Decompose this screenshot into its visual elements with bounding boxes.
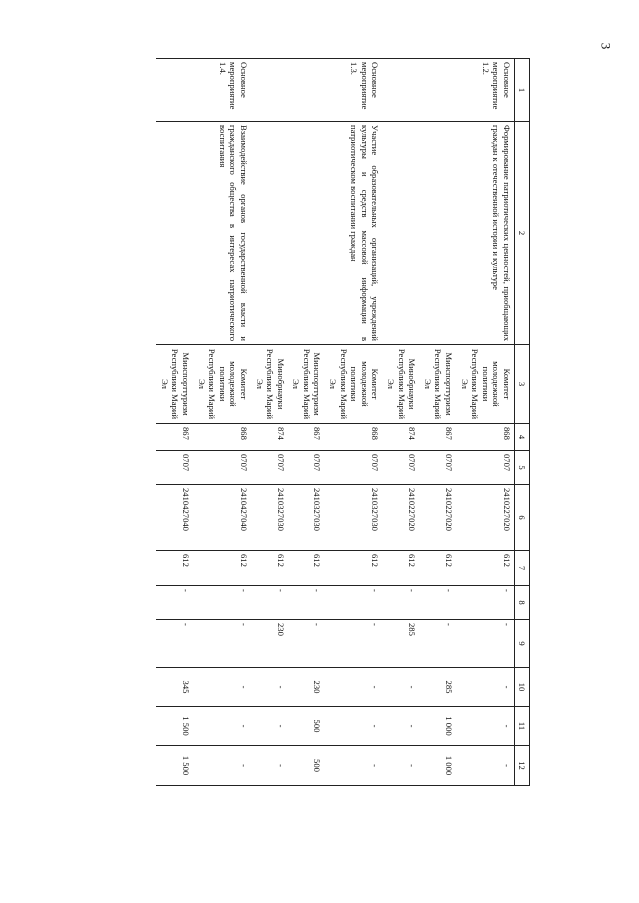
header-cell: 2	[515, 122, 530, 345]
value-col-9: -	[156, 620, 193, 668]
table-row	[288, 59, 325, 786]
grbs-code: 867	[419, 424, 456, 451]
value-col-12: -	[251, 746, 288, 786]
budget-table	[156, 58, 530, 786]
target-article-code: 2410227020	[419, 485, 456, 551]
value-col-12: -	[325, 746, 383, 786]
expense-type-code: 612	[382, 551, 419, 586]
table-body	[156, 59, 514, 786]
value-col-11: -	[456, 707, 514, 746]
row-description	[288, 122, 325, 345]
expense-type-code: 612	[325, 551, 383, 586]
value-col-8: -	[288, 586, 325, 620]
value-col-12: 1 000	[419, 746, 456, 786]
page-number: 3	[598, 42, 614, 50]
value-col-10: -	[325, 668, 383, 707]
row-description	[156, 122, 193, 345]
table-row	[382, 59, 419, 786]
row-label: Основное мероприятие 1.2.	[456, 59, 514, 122]
value-col-8: -	[382, 586, 419, 620]
header-cell: 5	[515, 451, 530, 485]
row-description: Участие образовательных организаций, учреждений культуры и средств массовой информации в патриотическом воспитании граждан	[325, 122, 383, 345]
grbs-code: 867	[288, 424, 325, 451]
grbs-code: 874	[251, 424, 288, 451]
value-col-10: 230	[288, 668, 325, 707]
value-col-10: 285	[419, 668, 456, 707]
value-col-11: -	[325, 707, 383, 746]
table-row	[456, 59, 514, 786]
table-row	[193, 59, 251, 786]
row-label	[156, 59, 193, 122]
header-row	[515, 59, 530, 786]
value-col-11: -	[382, 707, 419, 746]
responsible-organization: Минспорттуризм Республики Марий Эл	[288, 345, 325, 424]
grbs-code: 868	[325, 424, 383, 451]
target-article-code: 2410327030	[325, 485, 383, 551]
responsible-organization: Комитет молодежной политики Республики Марий Эл	[456, 345, 514, 424]
section-code: 0707	[456, 451, 514, 485]
value-col-8: -	[456, 586, 514, 620]
value-col-8: -	[193, 586, 251, 620]
row-description	[382, 122, 419, 345]
value-col-9: -	[325, 620, 383, 668]
grbs-code: 874	[382, 424, 419, 451]
header-cell: 7	[515, 551, 530, 586]
responsible-organization: Минобрнауки Республики Марий Эл	[251, 345, 288, 424]
header-cell: 11	[515, 707, 530, 746]
value-col-9: -	[419, 620, 456, 668]
expense-type-code: 612	[251, 551, 288, 586]
value-col-12: 1 500	[156, 746, 193, 786]
value-col-8: -	[325, 586, 383, 620]
responsible-organization: Минспорттуризм Республики Марий Эл	[419, 345, 456, 424]
value-col-8: -	[251, 586, 288, 620]
value-col-12: -	[193, 746, 251, 786]
target-article-code: 2410227020	[382, 485, 419, 551]
value-col-9: 230	[251, 620, 288, 668]
table-row	[419, 59, 456, 786]
value-col-11: 1 500	[156, 707, 193, 746]
section-code: 0707	[156, 451, 193, 485]
grbs-code: 868	[456, 424, 514, 451]
row-label	[419, 59, 456, 122]
section-code: 0707	[288, 451, 325, 485]
row-description	[251, 122, 288, 345]
expense-type-code: 612	[288, 551, 325, 586]
target-article-code: 2410327030	[288, 485, 325, 551]
budget-table-rotated	[110, 58, 530, 785]
table-row	[251, 59, 288, 786]
value-col-8: -	[419, 586, 456, 620]
value-col-12: -	[456, 746, 514, 786]
expense-type-code: 612	[193, 551, 251, 586]
value-col-8: -	[156, 586, 193, 620]
value-col-11: 1 000	[419, 707, 456, 746]
expense-type-code: 612	[156, 551, 193, 586]
header-cell: 12	[515, 746, 530, 786]
row-label	[382, 59, 419, 122]
value-col-11: 500	[288, 707, 325, 746]
responsible-organization: Комитет молодежной политики Республики Марий Эл	[325, 345, 383, 424]
header-cell: 6	[515, 485, 530, 551]
table-row	[325, 59, 383, 786]
grbs-code: 867	[156, 424, 193, 451]
header-cell: 9	[515, 620, 530, 668]
row-label: Основное мероприятие 1.3.	[325, 59, 383, 122]
section-code: 0707	[419, 451, 456, 485]
responsible-organization: Комитет молодежной политики Республики Марий Эл	[193, 345, 251, 424]
value-col-9: -	[193, 620, 251, 668]
row-label	[288, 59, 325, 122]
value-col-10: -	[456, 668, 514, 707]
responsible-organization: Минспорттуризм Республики Марий Эл	[156, 345, 193, 424]
header-cell: 4	[515, 424, 530, 451]
value-col-10: -	[382, 668, 419, 707]
value-col-10: -	[251, 668, 288, 707]
value-col-11: -	[251, 707, 288, 746]
responsible-organization: Минобрнауки Республики Марий Эл	[382, 345, 419, 424]
value-col-9: -	[456, 620, 514, 668]
row-description: Формирование патриотических ценностей, приобщающих граждан к отечественной истории и культуре	[456, 122, 514, 345]
grbs-code: 868	[193, 424, 251, 451]
header-cell: 3	[515, 345, 530, 424]
row-label: Основное мероприятие 1.4.	[193, 59, 251, 122]
value-col-10: -	[193, 668, 251, 707]
row-description	[419, 122, 456, 345]
value-col-12: 500	[288, 746, 325, 786]
section-code: 0707	[325, 451, 383, 485]
section-code: 0707	[193, 451, 251, 485]
header-cell: 10	[515, 668, 530, 707]
target-article-code: 2410327030	[251, 485, 288, 551]
row-label	[251, 59, 288, 122]
value-col-11: -	[193, 707, 251, 746]
target-article-code: 2410227020	[456, 485, 514, 551]
row-description: Взаимодействие органов государственной власти и гражданского общества в интересах патриотического воспитания	[193, 122, 251, 345]
value-col-12: -	[382, 746, 419, 786]
value-col-9: -	[288, 620, 325, 668]
target-article-code: 2410427040	[193, 485, 251, 551]
expense-type-code: 612	[419, 551, 456, 586]
section-code: 0707	[251, 451, 288, 485]
value-col-10: 345	[156, 668, 193, 707]
section-code: 0707	[382, 451, 419, 485]
value-col-9: 285	[382, 620, 419, 668]
target-article-code: 2410427040	[156, 485, 193, 551]
header-cell: 8	[515, 586, 530, 620]
header-cell: 1	[515, 59, 530, 122]
expense-type-code: 612	[456, 551, 514, 586]
table-row	[156, 59, 193, 786]
